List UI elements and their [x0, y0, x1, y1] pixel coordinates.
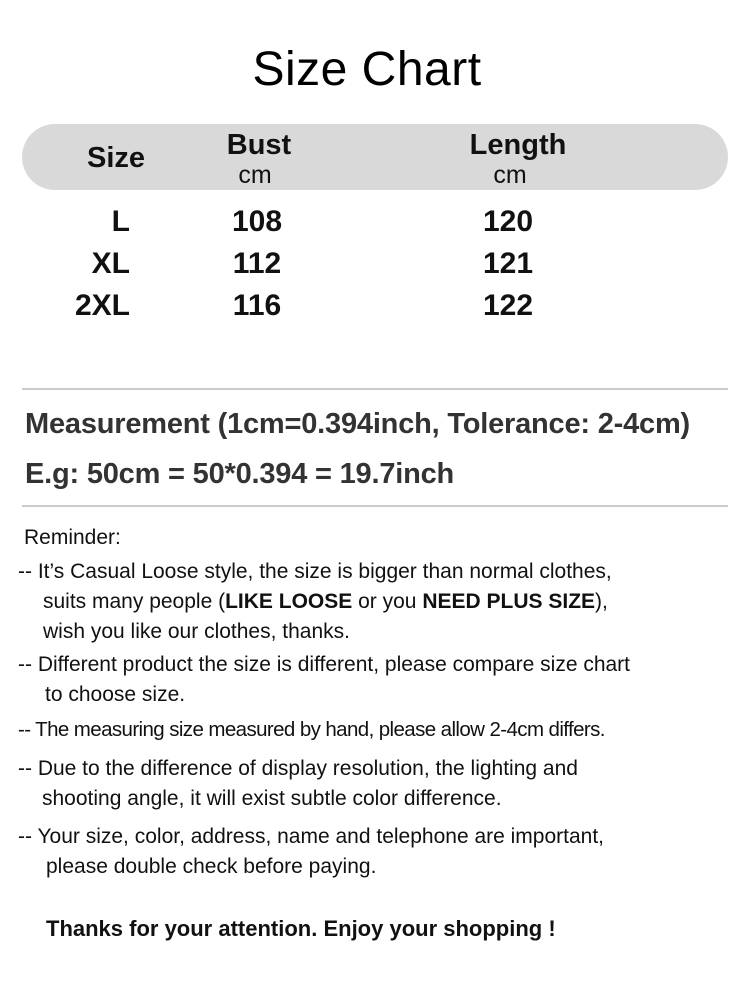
measurement-conversion: Measurement (1cm=0.394inch, Tolerance: 2-4cm) — [25, 408, 690, 440]
column-header-bust: Bust — [226, 129, 292, 161]
column-unit-bust: cm — [238, 161, 272, 189]
note1-line2 — [18, 587, 612, 617]
note1-bold-plus-size: NEED PLUS SIZE — [422, 590, 596, 613]
row-xl-size: XL — [91, 247, 130, 280]
note1-line2-end: ), — [595, 590, 608, 613]
reminder-note-loose-style — [18, 557, 612, 647]
note4-line1: -- Due to the difference of display resolution, the lighting and — [18, 757, 578, 780]
row-2xl-length: 122 — [482, 289, 534, 322]
column-unit-length: cm — [493, 161, 527, 189]
divider-bottom — [22, 505, 728, 507]
note2-line1: -- Different product the size is different, please compare size chart — [18, 653, 631, 676]
page-title: Size Chart — [252, 43, 482, 96]
column-header-length: Length — [469, 129, 567, 161]
note5-line1: -- Your size, color, address, name and telephone are important, — [18, 825, 605, 848]
note2-line2: to choose size. — [45, 683, 186, 706]
row-l-bust: 108 — [231, 205, 283, 238]
note4-line2: shooting angle, it will exist subtle color difference. — [42, 787, 502, 810]
row-xl-bust: 112 — [232, 247, 282, 280]
measurement-example: E.g: 50cm = 50*0.394 = 19.7inch — [25, 458, 455, 490]
row-l-length: 120 — [482, 205, 534, 238]
note1-line2-middle: or you — [352, 590, 423, 613]
row-xl-length: 121 — [482, 247, 534, 280]
reminder-note-hand-measured — [18, 715, 605, 745]
note1-line1: -- It’s Casual Loose style, the size is bigger than normal clothes, — [18, 560, 612, 583]
column-header-size: Size — [86, 142, 146, 174]
note1-line2-start: suits many people ( — [43, 590, 226, 613]
reminder-note-compare-size — [18, 650, 630, 710]
row-2xl-bust: 116 — [232, 289, 282, 322]
thanks-message: Thanks for your attention. Enjoy your shopping ! — [46, 916, 556, 941]
row-l-size: L — [111, 205, 130, 238]
reminder-note-double-check — [18, 822, 604, 882]
divider-top — [22, 388, 728, 390]
row-2xl-size: 2XL — [74, 289, 130, 322]
note5-line2: please double check before paying. — [46, 855, 377, 878]
note1-line3: wish you like our clothes, thanks. — [43, 620, 350, 643]
note3-line1: -- The measuring size measured by hand, please allow 2-4cm differs. — [18, 718, 605, 741]
reminder-note-color-difference — [18, 754, 578, 814]
note1-bold-like-loose: LIKE LOOSE — [225, 590, 353, 613]
reminder-title: Reminder: — [24, 526, 121, 549]
